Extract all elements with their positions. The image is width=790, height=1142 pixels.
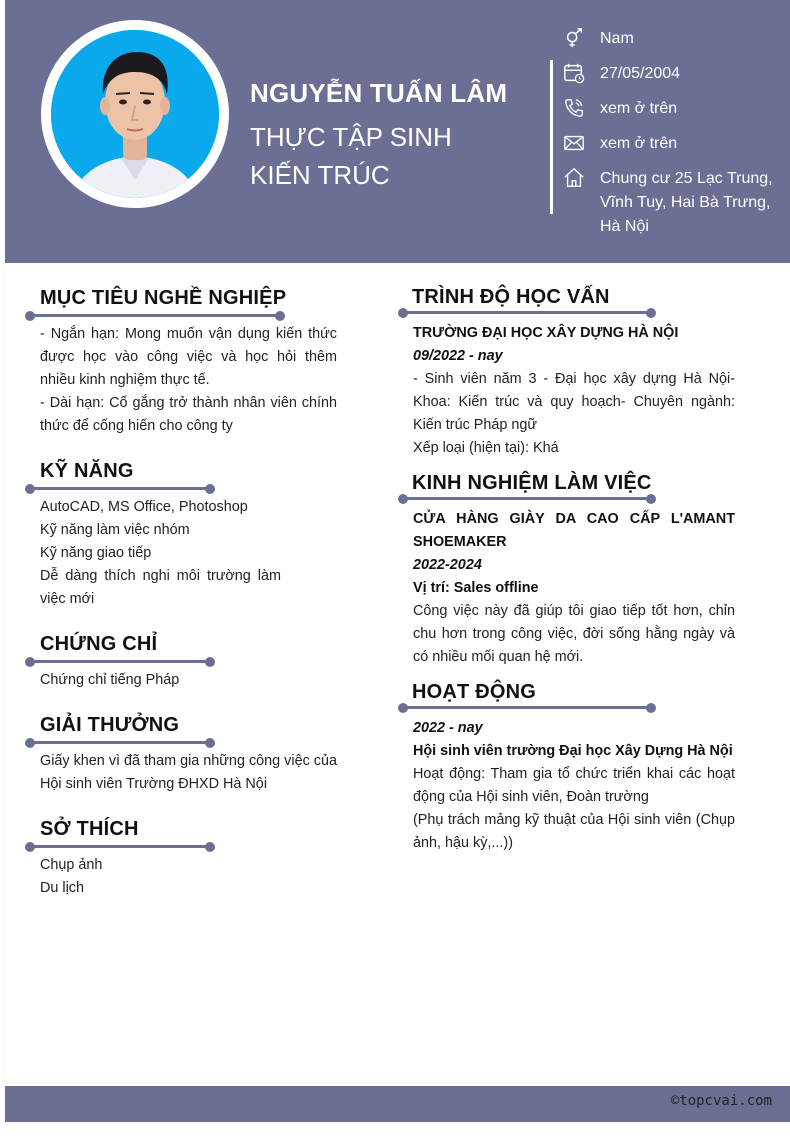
cv-footer: [5, 1086, 790, 1122]
education-divider: [403, 311, 651, 314]
avatar-portrait: [51, 30, 219, 198]
activities-period: 2022 - nay: [413, 720, 483, 736]
certificate-item: Chứng chỉ tiếng Pháp: [40, 672, 180, 688]
experience-period: 2022-2024: [413, 557, 482, 573]
skill-item: Kỹ năng làm việc nhóm: [40, 522, 190, 538]
experience-position: Vị trí: Sales offline: [413, 580, 539, 596]
activities-description: Hoạt động: Tham gia tổ chức triển khai các hoạt động của Hội sinh viên, Đoàn trường: [413, 766, 735, 805]
hobby-item: Du lịch: [40, 880, 84, 896]
skills-title: KỸ NĂNG: [40, 460, 134, 482]
education-description: - Sinh viên năm 3 - Đại học xây dựng Hà Nội- Khoa: Kiến trúc và quy hoạch- Chuyên ngành: Kiến trúc Pháp ngữ: [413, 371, 735, 433]
email-icon: [563, 132, 585, 154]
skill-item: Kỹ năng giao tiếp: [40, 545, 152, 561]
contact-gender-text: Nam: [600, 30, 634, 47]
activities-divider: [403, 706, 651, 709]
cv-page: [5, 0, 790, 1122]
experience-company: CỬA HÀNG GIÀY DA CAO CẤP L'AMANT SHOEMAKER: [413, 511, 735, 550]
candidate-name: NGUYỄN TUẤN LÂM: [250, 78, 508, 108]
activities-title: HOẠT ĐỘNG: [412, 681, 537, 703]
skill-item: Dễ dàng thích nghi môi trường làm việc mới: [40, 568, 281, 607]
experience-divider: [403, 497, 651, 500]
gender-icon: [563, 27, 585, 49]
education-period: 09/2022 - nay: [413, 348, 503, 364]
contact-email-text: xem ở trên: [600, 135, 678, 152]
objective-short-term: - Ngắn hạn: Mong muốn vận dụng kiến thức được học vào công việc và học hỏi thêm nhiều kinh nghiệm thực tế.: [40, 326, 337, 388]
contact-address-text: Chung cư 25 Lạc Trung, Vĩnh Tuy, Hai Bà Trưng, Hà Nội: [600, 170, 773, 235]
certificates-title: CHỨNG CHỈ: [40, 633, 158, 655]
experience-title: KINH NGHIỆM LÀM VIỆC: [412, 472, 652, 494]
job-title: THỰC TẬP SINH KIẾN TRÚC: [250, 122, 452, 190]
hobbies-divider: [30, 845, 210, 848]
contact-birthday-text: 27/05/2004: [600, 65, 681, 82]
cv-header: [5, 0, 790, 263]
avatar-frame: [41, 20, 229, 208]
objective-long-term: - Dài hạn: Cố gắng trở thành nhân viên chính thức để cống hiến cho công ty: [40, 395, 337, 434]
objective-divider: [30, 314, 280, 317]
awards-title: GIẢI THƯỞNG: [40, 714, 180, 736]
hobby-item: Chụp ảnh: [40, 857, 103, 873]
certificates-divider: [30, 660, 210, 663]
education-rank: Xếp loại (hiện tại): Khá: [413, 440, 559, 456]
skill-item: AutoCAD, MS Office, Photoshop: [40, 499, 248, 515]
skills-divider: [30, 487, 210, 490]
activities-organization: Hội sinh viên trường Đại học Xây Dựng Hà Nội: [413, 743, 733, 759]
avatar: [51, 30, 219, 198]
activities-note: (Phụ trách mảng kỹ thuật của Hội sinh viên (Chụp ảnh, hậu kỳ,...)): [413, 812, 735, 851]
hobbies-title: SỞ THÍCH: [40, 818, 139, 840]
home-icon: [563, 167, 585, 189]
calendar-icon: [563, 62, 585, 84]
contact-phone-text: xem ở trên: [600, 100, 678, 117]
education-school: TRƯỜNG ĐẠI HỌC XÂY DỰNG HÀ NỘI: [413, 325, 679, 341]
education-title: TRÌNH ĐỘ HỌC VẤN: [412, 286, 610, 308]
objective-title: MỤC TIÊU NGHỀ NGHIỆP: [40, 287, 287, 309]
awards-divider: [30, 741, 210, 744]
award-item: Giấy khen vì đã tham gia những công việc của Hội sinh viên Trường ĐHXD Hà Nội: [40, 753, 337, 792]
watermark: ©topcvai.com: [670, 1093, 772, 1109]
phone-icon: [563, 97, 585, 119]
contact-divider: [550, 60, 553, 214]
experience-description: Công việc này đã giúp tôi giao tiếp tốt hơn, chỉn chu hơn trong công việc, đời sống hằng ngày và có nhiều mối quan hệ mới.: [413, 603, 735, 665]
